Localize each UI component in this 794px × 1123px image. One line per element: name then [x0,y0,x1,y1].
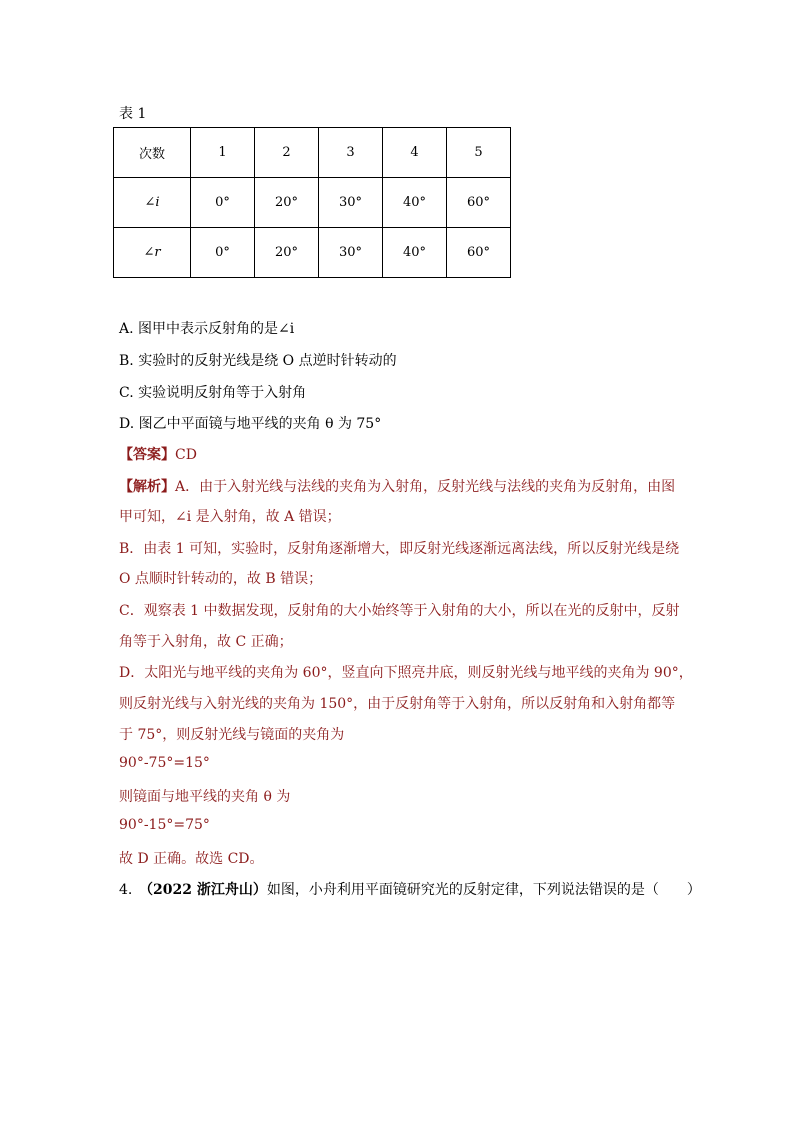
table-header-cell: 3 [319,128,383,178]
table-header-cell: 5 [447,128,511,178]
table-row [114,228,511,278]
table-header-cell: 2 [255,128,319,178]
question-4 [119,879,701,899]
table-cell: 20° [255,228,319,278]
analysis-line: D．太阳光与地平线的夹角为 60°，竖直向下照亮井底，则反射光线与地平线的夹角为 90°， [119,665,693,681]
table-header-cell: 4 [383,128,447,178]
analysis-line [119,476,675,496]
analysis-line: 则镜面与地平线的夹角 θ 为 [119,789,291,805]
table-cell: 20° [255,178,319,228]
table-cell: 60° [447,228,511,278]
answer-line [119,444,197,464]
table-cell: 40° [383,178,447,228]
table-row-label: ∠r [114,228,191,278]
answer-label: 【答案】 [119,447,175,463]
table-header-cell: 次数 [114,128,191,178]
option-b: B. 实验时的反射光线是绕 O 点逆时针转动的 [119,353,397,369]
table-header-cell: 1 [191,128,255,178]
question-number: 4. [119,882,133,898]
question-source: （2022 浙江舟山） [139,882,267,898]
table-cell: 0° [191,228,255,278]
table-row [114,178,511,228]
answer-value: CD [175,447,197,463]
table-cell: 30° [319,178,383,228]
analysis-equation: 90°-75°=15° [119,755,210,771]
table-cell: 30° [319,228,383,278]
analysis-line: B．由表 1 可知，实验时，反射角逐渐增大，即反射光线逐渐远离法线，所以反射光线是绕 [119,541,680,557]
analysis-line: 角等于入射角，故 C 正确； [119,634,293,650]
analysis-line: 于 75°，则反射光线与镜面的夹角为 [119,727,345,743]
analysis-line: C．观察表 1 中数据发现，反射角的大小始终等于入射角的大小，所以在光的反射中，反射 [119,603,680,619]
analysis-line: O 点顺时针转动的，故 B 错误； [119,571,323,587]
option-c: C. 实验说明反射角等于入射角 [119,385,307,401]
analysis-text: A．由于入射光线与法线的夹角为入射角，反射光线与法线的夹角为反射角，由图 [175,479,676,495]
table-cell: 40° [383,228,447,278]
table-row [114,128,511,178]
analysis-line: 甲可知，∠i 是入射角，故 A 错误； [119,509,341,525]
analysis-line: 则反射光线与入射光线的夹角为 150°，由于反射角等于入射角，所以反射角和入射角都等 [119,696,676,712]
data-table [113,127,511,278]
option-d: D. 图乙中平面镜与地平线的夹角 θ 为 75° [119,416,382,432]
table-caption: 表 1 [119,106,147,122]
option-a: A. 图甲中表示反射角的是∠i [119,321,295,337]
question-text: 如图，小舟利用平面镜研究光的反射定律，下列说法错误的是（ ） [266,882,701,898]
table-row-label: ∠i [114,178,191,228]
analysis-conclusion: 故 D 正确。故选 CD。 [119,851,264,867]
analysis-equation: 90°-15°=75° [119,817,210,833]
table-cell: 0° [191,178,255,228]
analysis-label: 【解析】 [119,479,175,495]
table-cell: 60° [447,178,511,228]
